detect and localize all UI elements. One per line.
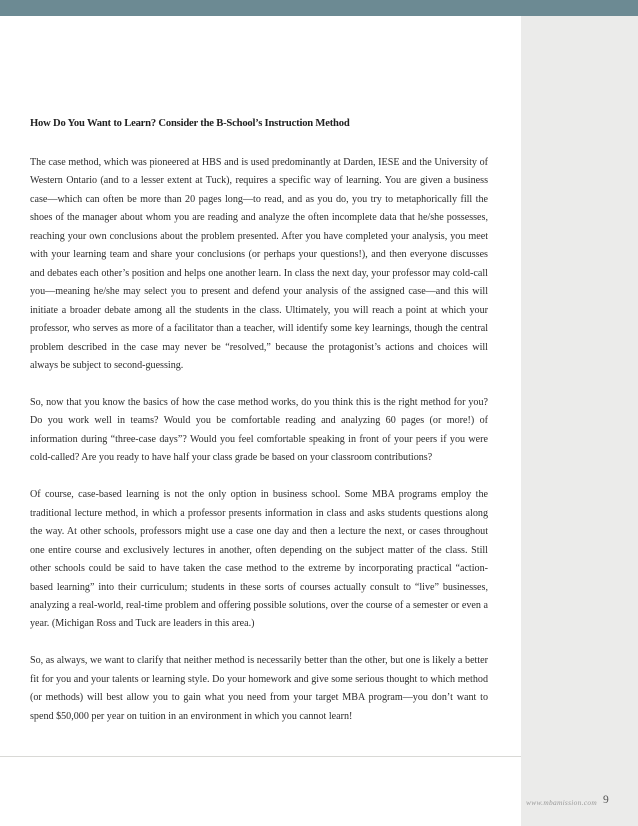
paragraph-other-options: Of course, case-based learning is not the only option in business school. Some MBA programs employ the traditional lecture method, in which a professor presents information in class and asks students questions along the way. At other schools, professors might use a case one day and then a lecture the next, or cases throughout one entire course and exclusively lectures in another, often depending on the subject matter of the class. Still other schools could be said to have taken the case method to the extreme by incorporating practical “action-based learning” into their curriculum; students in these sorts of courses actually consult to “live” businesses, analyzing a real-world, real-time problem and offering possible solutions, over the course of a semester or even a year. (Michigan Ross and Tuck are leaders in this area.) xyxy=(30,489,488,630)
footer-website: www.mbamission.com xyxy=(526,798,597,807)
paragraph-conclusion: So, as always, we want to clarify that neither method is necessarily better than the other, but one is likely a better fit for you and your talents or learning style. Do your homework and give some serious thought to which method (or methods) will best allow you to gain what you need from your target MBA program—you don’t want to spend $50,000 per year on tuition in an environment in which you cannot learn! xyxy=(30,655,488,722)
footer-divider xyxy=(0,756,521,757)
page-number: 9 xyxy=(603,794,609,806)
right-margin-panel xyxy=(521,16,638,826)
section-heading: How Do You Want to Learn? Consider the B-School’s Instruction Method xyxy=(30,118,350,129)
paragraph-right-method-questions: So, now that you know the basics of how the case method works, do you think this is the right method for you? Do you work well in teams? Would you be comfortable reading and analyzing 60 pages (or more!) of information during “three-case days”? Would you feel comfortable speaking in front of your peers if you were cold-called? Are you ready to have half your class grade be based on your classroom contributions? xyxy=(30,396,488,464)
top-color-band xyxy=(0,0,638,16)
paragraph-case-method: The case method, which was pioneered at HBS and is used predominantly at Darden, IESE and the University of Western Ontario (and to a lesser extent at Tuck), requires a specific way of learning. You are given a business case—which can often be more than 20 pages long—to read, and as you do, you try to metaphorically fill the shoes of the manager about whom you are reading and analyze the often incomplete data that he/she possesses, reaching your own conclusions about the problem presented. After you have completed your analysis, you meet with your learning team and share your conclusions (or perhaps your questions!), and then everyone discusses and debates each other’s position and helps one another learn. In class the next day, your professor may cold-call you—meaning he/she may select you to present and defend your analysis of the assigned case—and this will initiate a broader debate among all the students in the class. Ultimately, you will reach a point at which your professor, who serves as more of a facilitator than a teacher, will identify some key learnings, though the central problem described in the case may never be “resolved,” because the protagonist’s actions and choices will always be subject to second-guessing. xyxy=(30,157,488,371)
page-body xyxy=(30,117,488,745)
